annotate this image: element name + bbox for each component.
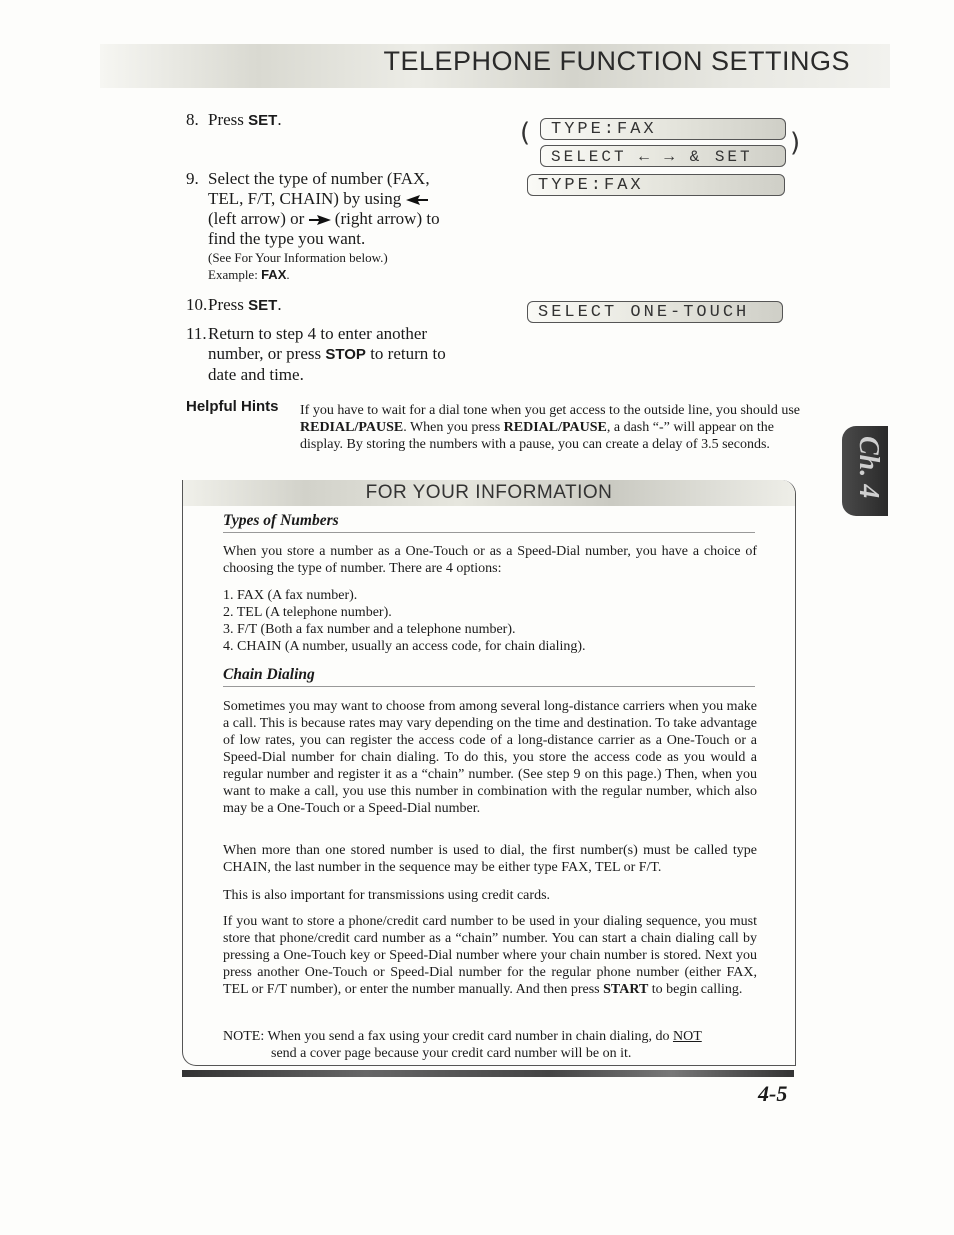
hints-label: Helpful Hints: [186, 398, 279, 415]
types-intro: When you store a number as a One-Touch or as a Speed-Dial number, you have a choice of choosing the type of number. There are 4 options:: [223, 544, 757, 576]
step-8: 8. Press SET.: [186, 110, 282, 129]
chapter-tab: Ch. 4: [842, 426, 888, 516]
cycle-bracket-left-icon: (: [520, 118, 531, 148]
list-item: 4. CHAIN (A number, usually an access code, for chain dialing).: [223, 639, 586, 654]
chain-paragraph-4: If you want to store a phone/credit card number to be used in your dialing sequence, you must store that phone/credit card number as a “chain” number. You can start a chain dialing call by pressing a One-Touch key or Speed-Dial number where your chain number is stored. Next you press another One-Touch or Speed-Dial number for the regular phone number (either FAX, TEL or F/T number), or enter the number manually. And then press START to begin calling.: [223, 914, 757, 997]
page-title: TELEPHONE FUNCTION SETTINGS: [383, 46, 850, 76]
header-band: [100, 44, 890, 88]
info-box: [182, 480, 796, 1066]
lcd-screen-type: TYPE:FAX: [540, 118, 786, 140]
step-11: 11.Return to step 4 to enter another number, or press STOP to return to date and time.: [186, 324, 446, 384]
chain-heading: Chain Dialing: [223, 666, 755, 687]
right-arrow-icon: [309, 215, 331, 225]
chain-paragraph-1: Sometimes you may want to choose from among several long-distance carriers when you make a call. This is because rates may vary depending on the time and destination. To take advantage of low rates, you can register the access code of a long-distance carrier as a One-Touch or a Speed-Dial number for chain dialing. To do this, you store the access code as you would a regular number and register it as a “chain” number. (See step 9 on this page.) Then, when you want to make a call, you use this number in combination with the regular number, which also may be a One-Touch or a Speed-Dial number.: [223, 699, 757, 816]
lcd-screen-select-one-touch: SELECT ONE-TOUCH: [527, 301, 783, 323]
cycle-bracket-right-icon: ): [790, 128, 801, 158]
lcd-screen-select-set: SELECT ← → & SET: [540, 145, 786, 167]
chain-paragraph-2: When more than one stored number is used to dial, the first number(s) must be called type CHAIN, the last number in the sequence may be either type FAX, TEL or F/T.: [223, 843, 757, 875]
list-item: 3. F/T (Both a fax number and a telephone number).: [223, 622, 516, 637]
info-header: [183, 480, 795, 506]
types-heading: Types of Numbers: [223, 512, 755, 533]
chain-paragraph-3: This is also important for transmissions using credit cards.: [223, 888, 551, 903]
info-title: FOR YOUR INFORMATION: [365, 482, 613, 503]
page-number: 4-5: [758, 1081, 788, 1106]
list-item: 1. FAX (A fax number).: [223, 588, 358, 603]
hints-text: If you have to wait for a dial tone when you get access to the outside line, you should use REDIAL/PAUSE. When you press REDIAL/PAUSE, a dash “-” will appear on the display. By storing the numbers with a pause, you can create a delay of 3.5 seconds.: [300, 403, 800, 452]
note-paragraph: NOTE: When you send a fax using your credit card number in chain dialing, do NOT send a cover page because your credit card number will be on it.: [223, 1029, 702, 1061]
step-9: 9. Select the type of number (FAX, TEL, F/T, CHAIN) by using (left arrow) or (right arrow) to find the type you want. (See For Your Information below.) Example: FAX.: [186, 169, 440, 282]
step-10: 10.Press SET.: [186, 295, 282, 314]
left-arrow-icon: [406, 195, 428, 205]
bottom-rule: [182, 1070, 794, 1077]
list-item: 2. TEL (A telephone number).: [223, 605, 392, 620]
types-list: [223, 587, 757, 655]
lcd-screen-type-result: TYPE:FAX: [527, 174, 785, 196]
